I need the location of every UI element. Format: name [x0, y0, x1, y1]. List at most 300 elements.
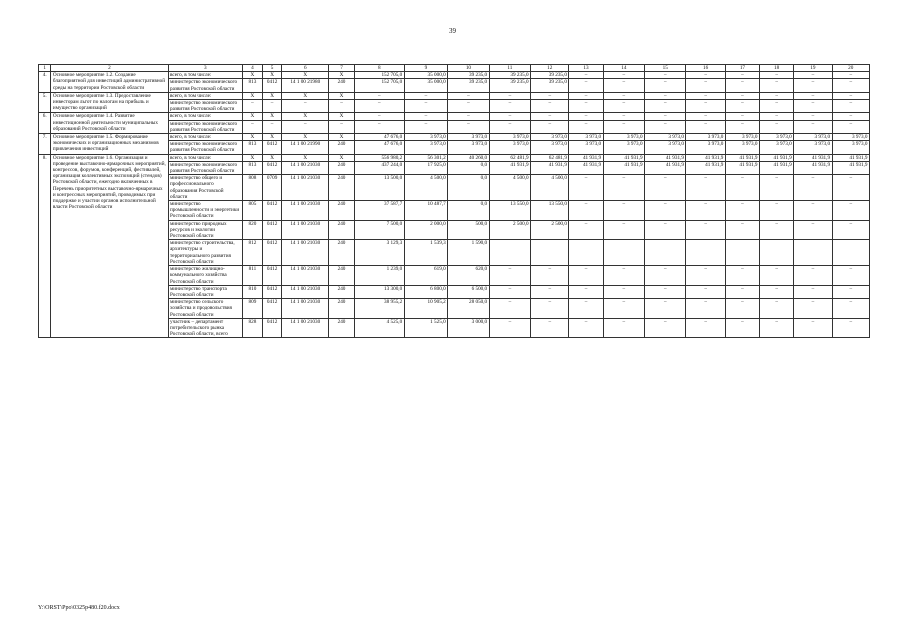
amount-cell: 3 973,0 — [603, 134, 644, 141]
budget-code-cell: 240 — [329, 220, 355, 240]
budget-code-cell: 14 1 00 21030 — [282, 220, 329, 240]
amount-cell: – — [760, 318, 794, 338]
amount-cell: – — [686, 220, 725, 240]
header-cell: 11 — [489, 65, 530, 72]
amount-cell: – — [354, 92, 404, 99]
amount-cell: 3 973,0 — [645, 134, 686, 141]
amount-cell: – — [794, 175, 832, 201]
amount-cell: 41 931,9 — [489, 161, 530, 174]
amount-cell: – — [760, 72, 794, 79]
amount-cell: 3 973,0 — [645, 141, 686, 154]
amount-cell: 39 235,0 — [531, 79, 569, 92]
executor-cell: министерство экономического развития Ростовской области — [168, 161, 243, 174]
amount-cell: 62 481,9 — [531, 154, 569, 161]
header-cell: 9 — [404, 65, 448, 72]
amount-cell: – — [603, 120, 644, 133]
amount-cell: 41 931,9 — [760, 154, 794, 161]
item-number: 5. — [39, 92, 51, 113]
amount-cell: – — [725, 72, 759, 79]
amount-cell: – — [645, 266, 686, 286]
budget-code-cell: 0412 — [262, 141, 282, 154]
amount-cell: 37 587,7 — [354, 201, 404, 221]
amount-cell: – — [603, 220, 644, 240]
budget-code-cell: 240 — [329, 318, 355, 338]
amount-cell: 13 300,0 — [354, 285, 404, 298]
amount-cell — [794, 240, 832, 266]
budget-code-cell: Х — [282, 113, 329, 120]
amount-cell: 39 235,0 — [489, 79, 530, 92]
budget-code-cell: 820 — [243, 220, 263, 240]
amount-cell: – — [725, 92, 759, 99]
amount-cell: – — [489, 113, 530, 120]
event-name: Основное мероприятие 1.5. Формирование экономических и организационных механизмов привлечения инвестиций — [51, 134, 168, 155]
budget-code-cell: 0412 — [262, 318, 282, 338]
header-row — [39, 65, 870, 72]
header-cell: 17 — [725, 65, 759, 72]
amount-cell: 35 000,0 — [404, 72, 448, 79]
executor-cell: всего, в том числе: — [168, 113, 243, 120]
amount-cell: 6 500,0 — [448, 285, 489, 298]
header-cell: 13 — [569, 65, 603, 72]
amount-cell: – — [603, 285, 644, 298]
budget-code-cell: 14 1 00 21030 — [282, 266, 329, 286]
amount-cell: – — [489, 318, 530, 338]
amount-cell: – — [725, 120, 759, 133]
amount-cell: – — [603, 299, 644, 319]
amount-cell: – — [832, 285, 869, 298]
budget-code-cell: 0412 — [262, 79, 282, 92]
amount-cell: – — [531, 318, 569, 338]
amount-cell: – — [794, 100, 832, 113]
amount-cell: – — [794, 92, 832, 99]
header-cell: 7 — [329, 65, 355, 72]
budget-code-cell: Х — [262, 113, 282, 120]
amount-cell: 3 973,0 — [489, 134, 530, 141]
amount-cell: – — [404, 100, 448, 113]
amount-cell: – — [645, 175, 686, 201]
budget-code-cell: 14 1 00 21030 — [282, 318, 329, 338]
amount-cell: – — [794, 266, 832, 286]
amount-cell: – — [645, 318, 686, 338]
amount-cell: – — [603, 175, 644, 201]
amount-cell: 41 931,9 — [569, 154, 603, 161]
budget-code-cell: 14 1 00 21030 — [282, 240, 329, 266]
amount-cell: – — [725, 201, 759, 221]
budget-code-cell: Х — [282, 154, 329, 161]
header-cell: 2 — [51, 65, 168, 72]
amount-cell: 41 931,9 — [645, 161, 686, 174]
amount-cell: 3 973,0 — [404, 134, 448, 141]
amount-cell: – — [686, 92, 725, 99]
amount-cell: – — [794, 120, 832, 133]
budget-code-cell: Х — [329, 92, 355, 99]
amount-cell: – — [794, 220, 832, 240]
amount-cell: 3 973,0 — [569, 141, 603, 154]
budget-code-cell: – — [329, 100, 355, 113]
budget-code-cell: Х — [243, 134, 263, 141]
executor-cell: министерство сельского хозяйства и продовольствия Ростовской области — [168, 299, 243, 319]
amount-cell: – — [645, 201, 686, 221]
budget-code-cell: – — [243, 100, 263, 113]
amount-cell — [569, 240, 603, 266]
amount-cell: – — [725, 318, 759, 338]
page-number: 39 — [449, 27, 456, 35]
amount-cell: – — [725, 299, 759, 319]
budget-code-cell: – — [329, 120, 355, 133]
item-number: 8. — [39, 154, 51, 338]
amount-cell: – — [569, 100, 603, 113]
amount-cell: – — [725, 100, 759, 113]
budget-code-cell: 0709 — [262, 175, 282, 201]
budget-code-cell: 0412 — [262, 201, 282, 221]
amount-cell: 3 973,0 — [725, 141, 759, 154]
budget-code-cell: 0412 — [262, 266, 282, 286]
amount-cell — [760, 240, 794, 266]
header-cell: 10 — [448, 65, 489, 72]
amount-cell: 38 955,2 — [354, 299, 404, 319]
amount-cell: – — [760, 266, 794, 286]
amount-cell: 6 800,0 — [404, 285, 448, 298]
amount-cell: – — [725, 285, 759, 298]
amount-cell: 7 500,0 — [354, 220, 404, 240]
amount-cell: 41 931,9 — [760, 161, 794, 174]
executor-cell: министерство промышленности и энергетики Ростовской области — [168, 201, 243, 221]
amount-cell: – — [760, 79, 794, 92]
amount-cell: 13 550,0 — [531, 201, 569, 221]
amount-cell: – — [725, 113, 759, 120]
executor-cell: всего, в том числе: — [168, 134, 243, 141]
executor-cell: всего, в том числе: — [168, 92, 243, 99]
budget-code-cell: Х — [262, 134, 282, 141]
amount-cell: – — [489, 266, 530, 286]
amount-cell: 41 931,9 — [531, 161, 569, 174]
amount-cell: – — [569, 299, 603, 319]
header-cell: 3 — [168, 65, 243, 72]
amount-cell — [686, 240, 725, 266]
amount-cell: 3 973,0 — [686, 134, 725, 141]
amount-cell: 10 905,2 — [404, 299, 448, 319]
amount-cell: – — [794, 72, 832, 79]
executor-cell: всего, в том числе: — [168, 154, 243, 161]
budget-code-cell: Х — [243, 154, 263, 161]
budget-code-cell: 812 — [243, 240, 263, 266]
amount-cell: – — [531, 100, 569, 113]
executor-cell: министерство общего и профессионального образования Ростовской области — [168, 175, 243, 201]
amount-cell: – — [794, 201, 832, 221]
amount-cell: 40 260,0 — [448, 154, 489, 161]
budget-code-cell: 14 1 00 21030 — [282, 175, 329, 201]
amount-cell: 41 931,9 — [794, 161, 832, 174]
amount-cell: 3 129,3 — [354, 240, 404, 266]
executor-cell: министерство строительства, архитектуры и территориального развития Ростовской области — [168, 240, 243, 266]
amount-cell: – — [760, 113, 794, 120]
amount-cell: 10 487,7 — [404, 201, 448, 221]
executor-cell: министерство природных ресурсов и экологии Ростовской области — [168, 220, 243, 240]
amount-cell: – — [760, 92, 794, 99]
amount-cell: – — [531, 120, 569, 133]
amount-cell: – — [569, 120, 603, 133]
budget-code-cell: 240 — [329, 285, 355, 298]
amount-cell: – — [448, 113, 489, 120]
event-name: Основное мероприятие 1.6. Организация и проведение выставочно-ярмарочных мероприятий, конгрессов, форумов, конференций, фестивалей, организация коллективных экспозиций (стендов) Ростовской области, ежегодно включенных в Перечень приоритетных выставочно-ярмарочных и конгрессных мероприятий, проводимых при поддержке и участии органов исполнительной власти Ростовской области — [51, 154, 168, 338]
amount-cell: 620,0 — [448, 266, 489, 286]
amount-cell: 62 481,9 — [489, 154, 530, 161]
budget-code-cell: Х — [329, 72, 355, 79]
header-cell: 5 — [262, 65, 282, 72]
amount-cell: – — [354, 120, 404, 133]
amount-cell: – — [760, 285, 794, 298]
amount-cell: – — [569, 72, 603, 79]
amount-cell: 0,0 — [448, 161, 489, 174]
amount-cell: 0,0 — [448, 175, 489, 201]
amount-cell: 2 500,0 — [531, 220, 569, 240]
table-row — [39, 72, 870, 79]
amount-cell: 3 973,0 — [531, 141, 569, 154]
amount-cell: – — [832, 175, 869, 201]
amount-cell: – — [832, 120, 869, 133]
budget-code-cell: 14 1 00 21030 — [282, 285, 329, 298]
amount-cell: – — [832, 92, 869, 99]
budget-code-cell: Х — [282, 92, 329, 99]
amount-cell: – — [603, 318, 644, 338]
amount-cell: – — [489, 285, 530, 298]
amount-cell: – — [760, 201, 794, 221]
amount-cell: 3 973,0 — [794, 141, 832, 154]
amount-cell: – — [760, 120, 794, 133]
budget-code-cell: Х — [262, 72, 282, 79]
amount-cell: – — [489, 100, 530, 113]
amount-cell: – — [832, 79, 869, 92]
amount-cell: 47 676,0 — [354, 141, 404, 154]
amount-cell: – — [569, 220, 603, 240]
budget-code-cell: 805 — [243, 201, 263, 221]
amount-cell: – — [832, 299, 869, 319]
budget-code-cell: Х — [329, 113, 355, 120]
header-cell: 4 — [243, 65, 263, 72]
amount-cell: 4 500,0 — [404, 175, 448, 201]
amount-cell: – — [760, 220, 794, 240]
amount-cell: 41 931,9 — [832, 161, 869, 174]
table-row — [39, 154, 870, 161]
budget-code-cell: – — [262, 120, 282, 133]
amount-cell: – — [645, 79, 686, 92]
amount-cell: 41 931,9 — [832, 154, 869, 161]
amount-cell: 3 973,0 — [832, 141, 869, 154]
budget-code-cell: 240 — [329, 141, 355, 154]
amount-cell: 3 973,0 — [603, 141, 644, 154]
amount-cell: 41 931,9 — [725, 154, 759, 161]
budget-code-cell: 810 — [243, 285, 263, 298]
amount-cell: – — [569, 318, 603, 338]
amount-cell: – — [686, 100, 725, 113]
executor-cell: министерство жилищно-коммунального хозяйства Ростовской области — [168, 266, 243, 286]
budget-code-cell: Х — [282, 134, 329, 141]
executor-cell: всего, в том числе: — [168, 72, 243, 79]
amount-cell: 1 539,3 — [404, 240, 448, 266]
amount-cell: – — [489, 92, 530, 99]
amount-cell: – — [686, 175, 725, 201]
table-row — [39, 92, 870, 99]
amount-cell: 47 676,0 — [354, 134, 404, 141]
amount-cell: – — [531, 285, 569, 298]
amount-cell: – — [645, 100, 686, 113]
amount-cell — [489, 240, 530, 266]
amount-cell: 39 235,0 — [489, 72, 530, 79]
amount-cell: – — [569, 266, 603, 286]
amount-cell: – — [645, 285, 686, 298]
file-path-footer: Y:\ORST\Ppo\0325p480.f20.docx — [38, 605, 120, 611]
executor-cell: министерство экономического развития Ростовской области — [168, 120, 243, 133]
budget-code-cell: Х — [329, 134, 355, 141]
amount-cell: 39 235,0 — [448, 79, 489, 92]
amount-cell: – — [832, 100, 869, 113]
budget-code-cell: 240 — [329, 201, 355, 221]
amount-cell: – — [603, 100, 644, 113]
amount-cell: – — [686, 266, 725, 286]
budget-code-cell: 240 — [329, 161, 355, 174]
amount-cell: – — [569, 79, 603, 92]
amount-cell: – — [645, 92, 686, 99]
budget-code-cell: – — [282, 120, 329, 133]
amount-cell: – — [832, 113, 869, 120]
amount-cell: – — [794, 113, 832, 120]
budget-code-cell: Х — [282, 72, 329, 79]
executor-cell: участник – департамент потребительского рынка Ростовской области, всего — [168, 318, 243, 338]
amount-cell: – — [832, 201, 869, 221]
budget-code-cell: 813 — [243, 161, 263, 174]
header-cell: 8 — [354, 65, 404, 72]
amount-cell: 56 301,2 — [404, 154, 448, 161]
amount-cell: – — [794, 285, 832, 298]
executor-cell: министерство экономического развития Ростовской области — [168, 79, 243, 92]
amount-cell — [725, 240, 759, 266]
table-row — [39, 113, 870, 120]
budget-code-cell: Х — [262, 154, 282, 161]
amount-cell: – — [448, 92, 489, 99]
amount-cell: – — [489, 120, 530, 133]
amount-cell — [531, 240, 569, 266]
amount-cell: 619,0 — [404, 266, 448, 286]
amount-cell: 3 973,0 — [448, 141, 489, 154]
budget-code-cell: Х — [243, 92, 263, 99]
amount-cell: 4 525,0 — [354, 318, 404, 338]
budget-code-cell: 240 — [329, 299, 355, 319]
amount-cell: – — [569, 113, 603, 120]
amount-cell: 3 973,0 — [448, 134, 489, 141]
amount-cell: – — [686, 299, 725, 319]
item-number: 7. — [39, 134, 51, 155]
amount-cell: – — [404, 120, 448, 133]
amount-cell: 0,0 — [448, 201, 489, 221]
amount-cell: – — [832, 220, 869, 240]
amount-cell: – — [404, 92, 448, 99]
amount-cell: 3 973,0 — [794, 134, 832, 141]
amount-cell: 152 705,0 — [354, 72, 404, 79]
amount-cell: – — [603, 79, 644, 92]
amount-cell: 41 931,9 — [686, 154, 725, 161]
amount-cell: – — [760, 299, 794, 319]
amount-cell: – — [686, 72, 725, 79]
amount-cell — [603, 240, 644, 266]
budget-code-cell: – — [282, 100, 329, 113]
amount-cell: – — [354, 113, 404, 120]
amount-cell: – — [645, 220, 686, 240]
amount-cell: – — [569, 285, 603, 298]
event-name: Основное мероприятие 1.3. Предоставление инвесторам льгот по налогам на прибыль и имущество организаций — [51, 92, 168, 113]
amount-cell: 1 590,0 — [448, 240, 489, 266]
amount-cell: – — [603, 201, 644, 221]
event-name: Основное мероприятие 1.4. Развитие инвестиционной деятельности муниципальных образований Ростовской области — [51, 113, 168, 134]
amount-cell: 35 000,0 — [404, 79, 448, 92]
amount-cell: 3 973,0 — [489, 141, 530, 154]
header-cell: 6 — [282, 65, 329, 72]
budget-code-cell: 811 — [243, 266, 263, 286]
budget-code-cell: 14 1 00 21030 — [282, 299, 329, 319]
budget-code-cell: 809 — [243, 299, 263, 319]
amount-cell: 28 050,0 — [448, 299, 489, 319]
amount-cell: – — [603, 266, 644, 286]
budget-code-cell: 240 — [329, 240, 355, 266]
amount-cell: 152 705,0 — [354, 79, 404, 92]
header-cell: 19 — [794, 65, 832, 72]
budget-code-cell: – — [262, 100, 282, 113]
budget-code-cell: 0412 — [262, 220, 282, 240]
budget-code-cell: 0412 — [262, 240, 282, 266]
amount-cell: – — [794, 299, 832, 319]
budget-code-cell: Х — [243, 113, 263, 120]
amount-cell: – — [832, 266, 869, 286]
amount-cell: 3 973,0 — [531, 134, 569, 141]
amount-cell: – — [531, 299, 569, 319]
amount-cell: – — [686, 120, 725, 133]
budget-code-cell: 14 1 00 21990 — [282, 141, 329, 154]
budget-code-cell: 14 1 00 21030 — [282, 161, 329, 174]
amount-cell: 3 973,0 — [760, 134, 794, 141]
amount-cell: 556 980,2 — [354, 154, 404, 161]
budget-code-cell: Х — [262, 92, 282, 99]
amount-cell: 2 500,0 — [489, 220, 530, 240]
amount-cell: 3 973,0 — [725, 134, 759, 141]
amount-cell: – — [725, 79, 759, 92]
executor-cell: министерство экономического развития Ростовской области — [168, 100, 243, 113]
event-name: Основное мероприятие 1.2. Создание благоприятной для инвестиций административной среды на территории Ростовской области — [51, 72, 168, 93]
amount-cell: – — [794, 79, 832, 92]
amount-cell: – — [489, 299, 530, 319]
amount-cell: 41 931,9 — [686, 161, 725, 174]
amount-cell: 17 925,0 — [404, 161, 448, 174]
budget-code-cell: 14 1 00 21030 — [282, 201, 329, 221]
amount-cell: – — [603, 92, 644, 99]
program-table — [38, 64, 870, 338]
header-cell: 15 — [645, 65, 686, 72]
amount-cell: – — [448, 100, 489, 113]
budget-code-cell: 828 — [243, 318, 263, 338]
header-cell: 1 — [39, 65, 51, 72]
amount-cell: – — [832, 318, 869, 338]
budget-code-cell: 240 — [329, 79, 355, 92]
amount-cell: – — [531, 113, 569, 120]
amount-cell: – — [645, 72, 686, 79]
amount-cell: 41 931,9 — [603, 154, 644, 161]
amount-cell: 3 973,0 — [760, 141, 794, 154]
amount-cell: – — [725, 266, 759, 286]
amount-cell: 3 973,0 — [686, 141, 725, 154]
executor-cell: министерство транспорта Ростовской области — [168, 285, 243, 298]
budget-code-cell: Х — [243, 72, 263, 79]
amount-cell: – — [686, 285, 725, 298]
amount-cell: 39 235,0 — [531, 72, 569, 79]
amount-cell: – — [686, 113, 725, 120]
